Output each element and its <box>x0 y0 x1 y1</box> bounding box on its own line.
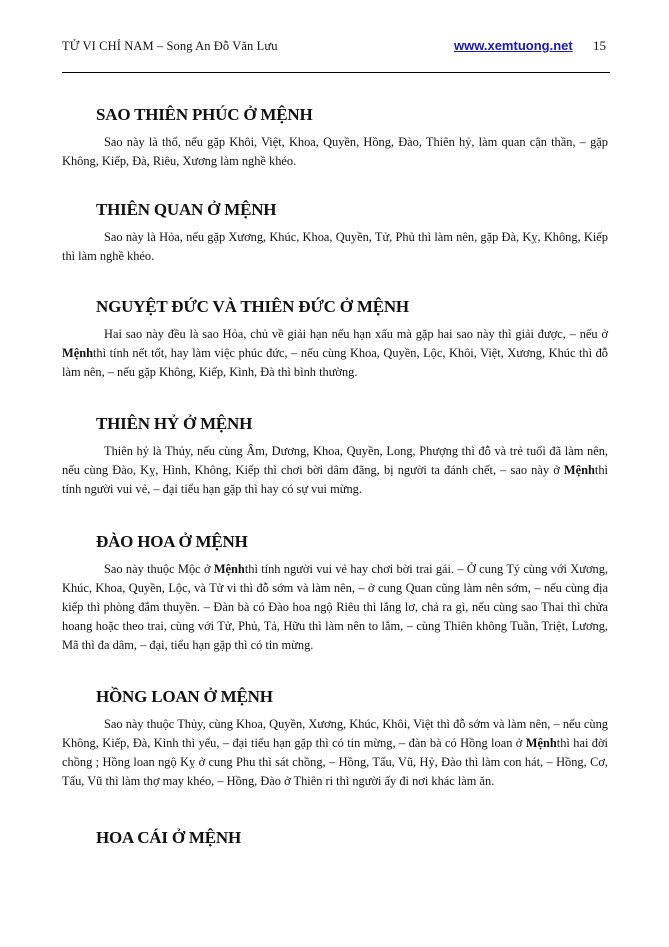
section-hong-loan <box>62 686 608 791</box>
section-nguyet-duc-thien-duc <box>62 296 608 382</box>
section-paragraph: Sao này là Hỏa, nếu gặp Xương, Khúc, Khoa, Quyền, Tử, Phủ thì làm nên, gặp Đà, Kỵ, Không, Kiếp thì làm nghề khéo. <box>62 230 608 263</box>
bold-term: Mệnh <box>563 463 595 477</box>
section-heading: NGUYỆT ĐỨC VÀ THIÊN ĐỨC Ở MỆNH <box>96 297 409 316</box>
section-dao-hoa <box>62 531 608 655</box>
section-thien-quan <box>62 199 608 266</box>
section-paragraph: Sao này là thổ, nếu gặp Khôi, Việt, Khoa, Quyền, Hồng, Đào, Thiên hỷ, làm quan cận thần, – gặp Không, Kiếp, Đà, Riêu, Xương làm nghề khéo. <box>62 135 608 168</box>
section-heading: ĐÀO HOA Ở MỆNH <box>96 532 248 551</box>
section-paragraph: Hai sao này đều là sao Hỏa, chủ về giải hạn nếu hạn xấu mà gặp hai sao này thì giải được, – nếu ở Mệnhthì tính nết tốt, hay làm việc phúc đức, – nếu cùng Khoa, Quyền, Lộc, Khôi, Việt, Xương, Khúc thì đỗ làm nên, – nếu gặp Không, Kiếp, Kình, Đà thì bình thường. <box>62 327 608 379</box>
section-heading: THIÊN HỶ Ở MỆNH <box>96 414 253 433</box>
section-heading: HOA CÁI Ở MỆNH <box>96 828 242 847</box>
header-divider <box>62 72 610 73</box>
bold-term: Mệnh <box>525 736 557 750</box>
section-heading: THIÊN QUAN Ở MỆNH <box>96 200 277 219</box>
document-body <box>62 84 608 849</box>
section-thien-phuc <box>62 104 608 171</box>
page-number: 15 <box>593 38 606 53</box>
section-heading: HỒNG LOAN Ở MỆNH <box>96 687 273 706</box>
section-heading: SAO THIÊN PHÚC Ở MỆNH <box>96 105 313 124</box>
section-paragraph: Sao này thuộc Mộc ở Mệnhthì tính người vui vẻ hay chơi bời trai gái. – Ở cung Tý cùng với Xương, Khúc, Khoa, Quyền, Lộc, và Tử vi thì đỗ sớm và làm nên, – ở cung Quan cũng làm nên sớm, – nếu cùng địa kiếp thì phòng đắm thuyền. – Đàn bà có Đào hoa ngộ Riêu thì lẳng lơ, chả ra gì, nếu cùng sao Thai thì chửa hoang hoặc theo trai, cùng với Tử, Phủ, Tả, Hữu thì làm nên to lắm, – cùng Thiên không Tuần, Triệt, Lương, Mã thì đa dâm, – đại, tiểu hạn gặp thì có tin mừng. <box>62 562 609 652</box>
website-link[interactable]: www.xemtuong.net <box>454 38 573 53</box>
page-header <box>62 38 610 62</box>
section-paragraph: Thiên hỷ là Thủy, nếu cùng Âm, Dương, Khoa, Quyền, Long, Phượng thì đỗ và trẻ tuổi đã làm nên, nếu cùng Đào, Kỵ, Hình, Không, Kiếp thì chơi bời dâm đãng, bị người ta đánh chết, – sao này ở Mệnhthì tính người vui vẻ, – đại tiểu hạn gặp thì hay có sự vui mừng. <box>62 444 608 496</box>
bold-term: Mệnh <box>62 346 93 360</box>
section-thien-hy <box>62 413 608 499</box>
section-paragraph: Sao này thuộc Thủy, cùng Khoa, Quyền, Xương, Khúc, Khôi, Việt thì đỗ sớm và làm nên, – nếu cùng Không, Kiếp, Đà, Kình thì yểu, – đại tiểu hạn gặp thì có tin mừng, – đàn bà có Hồng loan ở Mệnhthì hai đời chồng ; Hồng loan ngộ Kỵ ở cung Phu thì sát chồng, – Hồng, Tấu, Vũ, Hỷ, Đào thì làm con hát, – Hồng, Cơ, Tấu, Vũ thì làm thợ may khéo, – Hồng, Đào ở Thiên ri thì người ấy đi nơi khác làm ăn. <box>62 717 608 788</box>
bold-term: Mệnh <box>213 562 245 576</box>
section-hoa-cai <box>62 827 608 849</box>
book-title: TỬ VI CHỈ NAM – Song An Đỗ Văn Lưu <box>62 39 278 53</box>
